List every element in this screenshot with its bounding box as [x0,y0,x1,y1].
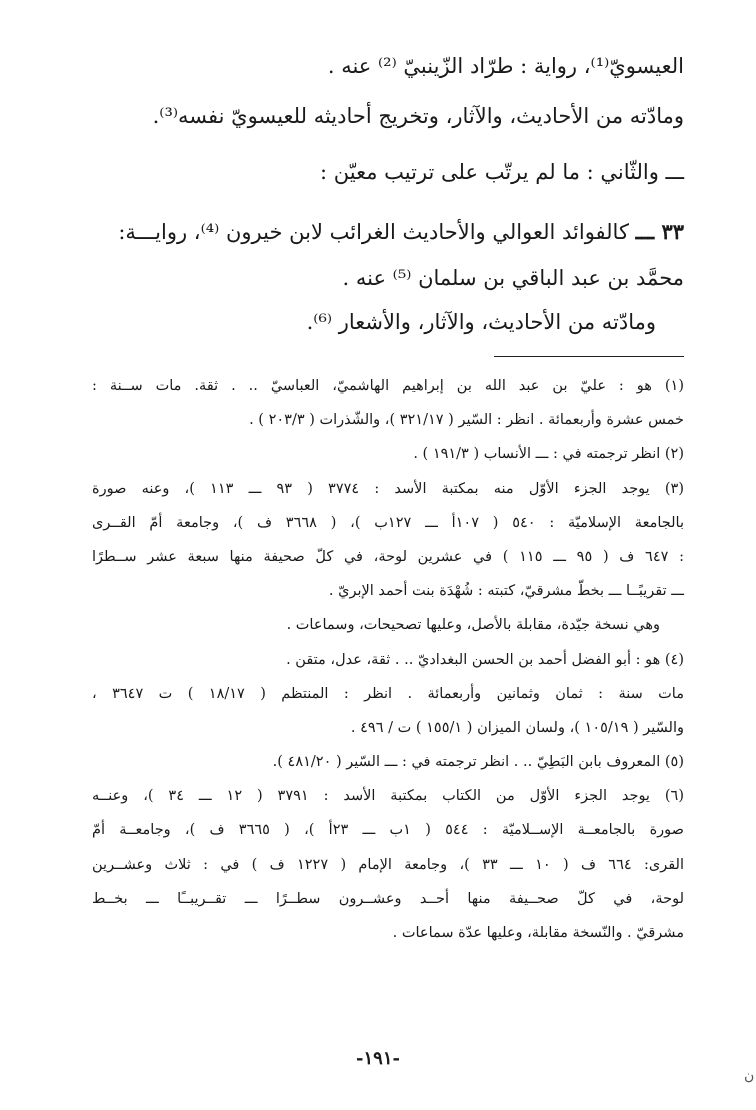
footnote-line-7: ـــ تقريبًــا ـــ بخطّ مشرقيّ، كتبته : شُهْدَة بنت أحمد الإبريّ . [328,583,684,600]
footnote-line-12: (٥) المعروف بابن البَطِيّ .. . انظر ترجمته في : ـــ السّير ( ٤٨١/٢٠ ). [272,754,684,771]
footnote-line-1: (١) هو : عليّ بن عبد الله بن إبراهيم الهاشميّ، العباسيّ .. . ثقة. مات ســنة : [92,378,684,394]
entry-title: كالفوائد العوالي والأحاديث الغرائب لابن خيرون ⁽⁴⁾، روايـــة: [118,220,629,244]
footnote-line-4: (٣) يوجد الجزء الأوّل منه بمكتبة الأسد : ٣٧٧٤ ( ٩٣ ـــ ١١٣ )، وعنه صورة [92,480,684,497]
footnote-divider [494,356,684,357]
main-line-2: ومادّته من الأحاديث، والآثار، وتخريج أحاديثه للعيسويّ نفسه⁽³⁾. [152,104,684,128]
page-number: -١٩١- [356,1048,400,1069]
footnote-line-14: صورة بالجامعــة الإســلاميّة : ٥٤٤ ( ١ب ـــ ٢٣أ )، ( ٣٦٦٥ ف )، وجامعــة أمّ [92,822,684,839]
footnote-line-3: (٢) انظر ترجمته في : ـــ الأنساب ( ١٩١/٣ ) . [413,446,684,463]
footnote-line-8: وهي نسخة جيّدة، مقابلة بالأصل، وعليها تصحيحات، وسماعات . [286,617,660,634]
footnote-line-5: بالجامعة الإسلاميّة : ٥٤٠ ( ١٠٧أ ـــ ١٢٧ب )، ( ٣٦٦٨ ف )، وجامعة أمّ القــرى [92,514,684,531]
main-line-6: ومادّته من الأحاديث، والآثار، والأشعار ⁽⁶⁾. [306,310,656,334]
footnotes [92,375,684,956]
main-line-1: العيسويّ⁽¹⁾، رواية : طرّاد الزّينبيّ ⁽²⁾ عنه . [327,54,684,78]
edge-mark: ن [744,1068,755,1084]
footnote-line-16: لوحة، في كلّ صحــيفة منها أحــد وعشــرون سطــرًا ـــ تقــريبــًا ـــ بخــط [92,890,684,907]
main-line-3: ـــ والثّاني : ما لم يرتّب على ترتيب معيّن : [320,160,684,184]
main-line-5: محمَّد بن عبد الباقي بن سلمان ⁽⁵⁾ عنه . [342,266,684,290]
footnote-line-15: القرى: ٦٦٤ ف ( ١٠ ـــ ٣٣ )، وجامعة الإمام ( ١٢٢٧ ف ) في : ثلاث وعشــرين [92,856,685,873]
footnote-line-11: والسّير ( ١٠٥/١٩ )، ولسان الميزان ( ١٥٥/١ ) ت / ٤٩٦ . [350,719,684,736]
footnote-line-17: مشرقيّ . والنّسخة مقابلة، وعليها عدّة سماعات . [392,925,684,941]
footnote-line-6: : ٦٤٧ ف ( ٩٥ ـــ ١١٥ ) في عشرين لوحة، في كلّ صحيفة منها سبعة عشر ســطرًا [92,548,685,565]
entry-number: ٣٣ ـــ [635,219,684,244]
footnote-line-10: مات سنة : ثمان وثمانين وأربعمائة . انظر : المنتظم ( ١٨/١٧ ) ت ٣٦٤٧ ، [92,685,684,702]
main-line-4 [92,218,684,264]
footnote-line-13: (٦) يوجد الجزء الأوّل من الكتاب بمكتبة الأسد : ٣٧٩١ ( ١٢ ـــ ٣٤ )، وعنــه [92,788,684,805]
footnote-line-9: (٤) هو : أبو الفضل أحمد بن الحسن البغداديّ .. . ثقة، عدل، متقن . [286,651,684,668]
footnote-line-2: خمس عشرة وأربعمائة . انظر : السّير ( ٣٢١/١٧ )، والشّذرات ( ٢٠٣/٣ ) . [249,412,684,429]
main-text [92,52,684,348]
